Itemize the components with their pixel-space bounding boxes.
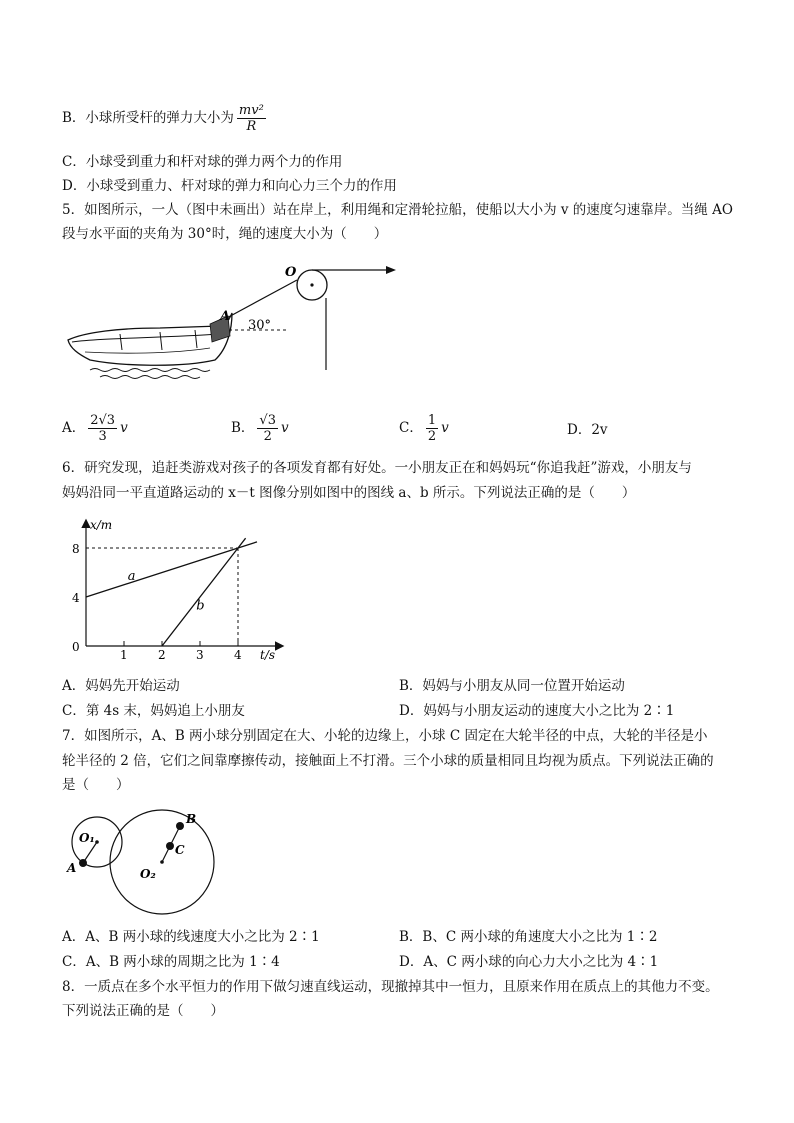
q5-rope-arrow [386,266,396,274]
q5-option-d: D．2v [567,422,608,438]
q8-stem-line1: 8．一质点在多个水平恒力的作用下做匀速直线运动，现撤掉其中一恒力，且原来作用在质点上的其他力不变。 [62,979,719,995]
q4-option-b-fraction: $\frac{\text{mv²}}{R}$ [238,103,264,134]
q7-option-b: B．B、C 两小球的角速度大小之比为 1∶2 [399,929,658,945]
q7-label-o2: O₂ [140,867,156,881]
q6-option-b: B．妈妈与小朋友从同一位置开始运动 [399,678,625,694]
q5-stem-line1: 5．如图所示，一人（图中未画出）站在岸上，利用绳和定滑轮拉船，使船以大小为 v 的速度匀速靠岸。当绳 AO [62,202,733,218]
q7-stem-line2: 轮半径的 2 倍，它们之间靠摩擦传动，接触面上不打滑。三个小球的质量相同且均视为质点。下列说法正确的 [62,753,714,769]
q5-boat [68,313,232,365]
q5-angle-label: 30° [248,318,272,333]
q7-option-a: A．A、B 两小球的线速度大小之比为 2∶1 [62,929,320,945]
y-tick-label-4: 4 [72,591,80,605]
q4-option-c: C．小球受到重力和杆对球的弹力两个力的作用 [62,154,343,170]
q7-stem-line1: 7．如图所示，A、B 两小球分别固定在大、小轮的边缘上，小球 C 固定在大轮半径的中点，大轮的半径是小 [62,728,708,744]
series-line-a [86,542,257,597]
y-axis-label: x/m [90,518,113,532]
q4-option-b-text: B．小球所受杆的弹力大小为 [62,110,234,126]
series-line-b [162,538,246,646]
q5-option-b: B． $\frac{√3}{2}$ v [231,413,289,444]
q5-stem-line2: 段与水平面的夹角为 30°时，绳的速度大小为（ ） [62,226,388,242]
q6-stem-line2: 妈妈沿同一平直道路运动的 x－t 图像分别如图中的图线 a、b 所示。下列说法正确的是（ ） [62,485,636,501]
q5-option-c: C． $\frac{1}{2}$ v [399,413,449,444]
y-tick-label-8: 8 [72,542,80,556]
x-tick-label-3: 3 [196,648,204,662]
q7-stem-line3: 是（ ） [62,777,130,793]
series-label-a: a [127,568,136,584]
q6-stem-line1: 6．研究发现，追赶类游戏对孩子的各项发育都有好处。一小朋友正在和妈妈玩“你追我赶”游戏，小朋友与 [62,460,692,476]
q6-option-a: A．妈妈先开始运动 [62,678,180,694]
x-axis-label: t/s [260,648,276,662]
q7-ball-b [176,822,184,830]
q7-ball-c [166,842,174,850]
q5-rope-ao [223,280,297,320]
q4-option-b [62,103,269,134]
x-tick-label-1: 1 [120,648,128,662]
q7-label-c: C [175,843,185,857]
q6-option-d: D．妈妈与小朋友运动的速度大小之比为 2∶1 [399,703,675,719]
x-tick-label-2: 2 [158,648,166,662]
q7-wheels-figure [62,806,222,921]
q5-boat-pulley-figure [60,258,410,388]
q7-ball-a [79,859,87,867]
q7-label-o1: O₁ [79,831,95,845]
q7-label-b: B [186,812,197,826]
q5-water [90,369,210,372]
q6-option-c: C．第 4s 末，妈妈追上小朋友 [62,703,245,719]
q7-option-c: C．A、B 两小球的周期之比为 1∶4 [62,954,280,970]
series-label-b: b [196,598,205,614]
q5-label-o: O [285,265,297,280]
q5-label-a: A [220,309,231,324]
q7-label-a: A [67,861,77,875]
y-tick-label-0: 0 [72,640,80,654]
q8-stem-line2: 下列说法正确的是（ ） [62,1003,224,1019]
q4-option-d: D．小球受到重力、杆对球的弹力和向心力三个力的作用 [62,178,397,194]
x-tick-label-4: 4 [234,648,242,662]
q7-option-d: D．A、C 两小球的向心力大小之比为 4∶1 [399,954,659,970]
q5-option-a: A． $\frac{2√3}{3}$ v [62,413,128,444]
q6-xt-chart [62,515,292,665]
